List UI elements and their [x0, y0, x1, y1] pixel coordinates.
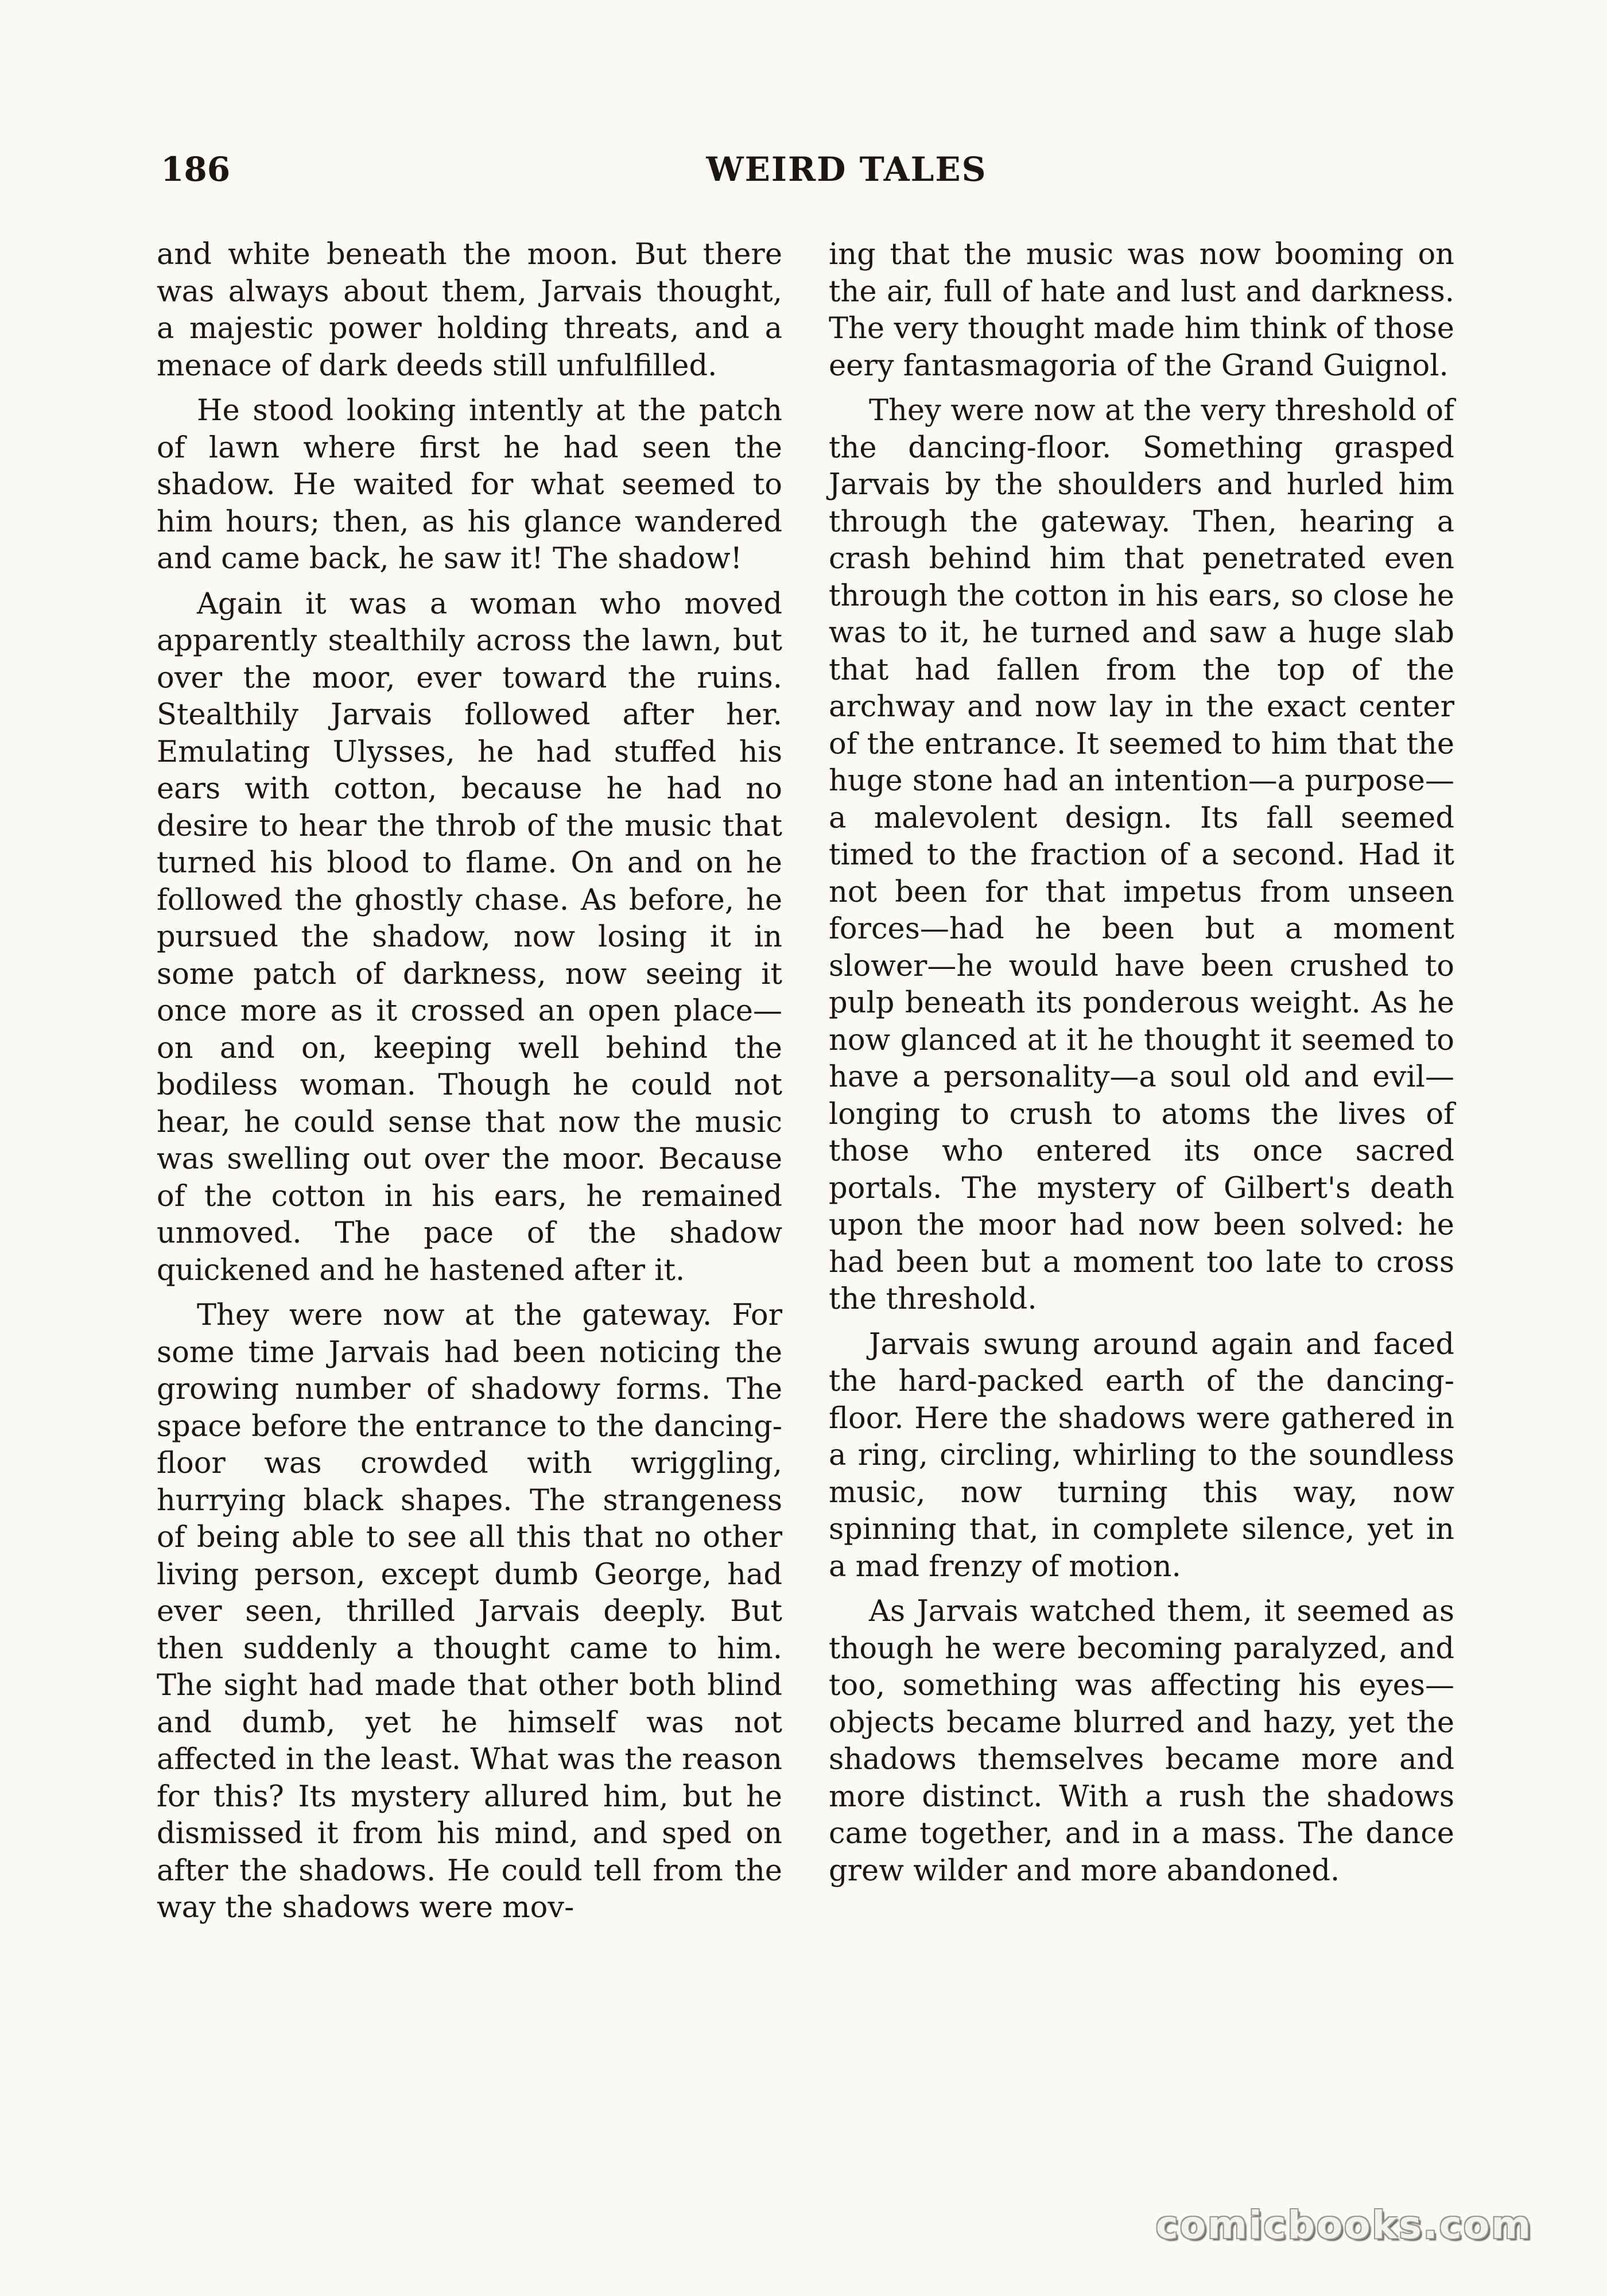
paragraph: They were now at the gateway. For some time Jarvais had been noticing the growing number of shadowy forms. The space before the entrance to the dancing-floor was crowded with wriggling, hurrying black shapes. The strangeness of being able to see all this that no other living person, except dumb George, had ever seen, thrilled Jarvais deeply. But then suddenly a thought came to him. The sight had made that other both blind and dumb, yet he himself was not affected in the least. What was the reason for this? Its mystery allured him, but he dismissed it from his mind, and sped on after the shadows. He could tell from the way the shadows were mov- [157, 1298, 782, 1925]
paragraph: As Jarvais watched them, it seemed as though he were becoming paralyzed, and too, something was affecting his eyes—objects became blurred and hazy, yet the shadows themselves became more and more distinct. With a rush the shadows came together, and in a mass. The dance grew wilder and more abandoned. [829, 1595, 1454, 1888]
paragraph: and white beneath the moon. But there was always about them, Jarvais thought, a majestic power holding threats, and a menace of dark deeds still unfulfilled. [157, 238, 782, 383]
paragraph: ing that the music was now booming on the air, full of hate and lust and darkness. The very thought made him think of those eery fantasmagoria of the Grand Guignol. [829, 238, 1454, 383]
paragraph: They were now at the very threshold of the dancing-floor. Something grasped Jarvais by the shoulders and hurled him through the gateway. Then, hearing a crash behind him that penetrated even through the cotton in his ears, so close he was to it, he turned and saw a huge slab that had fallen from the top of the archway and now lay in the exact center of the entrance. It seemed to him that the huge stone had an intention—a purpose—a malevolent design. Its fall seemed timed to the fraction of a second. Had it not been for that impetus from unseen forces—had he been but a moment slower—he would have been crushed to pulp beneath its ponderous weight. As he now glanced at it he thought it seemed to have a personality—a soul old and evil—longing to crush to atoms the lives of those who entered its once sacred portals. The mystery of Gilbert's death upon the moor had now been solved: he had been but a moment too late to cross the threshold. [829, 394, 1454, 1316]
page-number: 186 [161, 150, 231, 189]
watermark: comicbooks.com [1155, 2203, 1532, 2247]
right-column [829, 236, 1454, 1898]
paragraph: He stood looking intently at the patch of lawn where first he had seen the shadow. He waited for what seemed to him hours; then, as his glance wandered and came back, he saw it! The shadow! [157, 394, 782, 576]
running-title: WEIRD TALES [706, 150, 987, 189]
paragraph: Jarvais swung around again and faced the hard-packed earth of the dancing-floor. Here the shadows were gathered in a ring, circling, whirling to the soundless music, now turning this way, now spinning that, in complete silence, yet in a mad frenzy of motion. [829, 1327, 1454, 1584]
page-header [155, 144, 1464, 195]
left-column [157, 236, 782, 1935]
paragraph: Again it was a woman who moved apparently stealthily across the lawn, but over the moor, ever toward the ruins. Stealthily Jarvais followed after her. Emulating Ulysses, he had stuffed his ears with cotton, because he had no desire to hear the throb of the music that turned his blood to flame. On and on he followed the ghostly chase. As before, he pursued the shadow, now losing it in some patch of darkness, now seeing it once more as it crossed an open place—on and on, keeping well behind the bodiless woman. Though he could not hear, he could sense that now the music was swelling out over the moor. Because of the cotton in his ears, he remained unmoved. The pace of the shadow quickened and he hastened after it. [157, 587, 782, 1287]
